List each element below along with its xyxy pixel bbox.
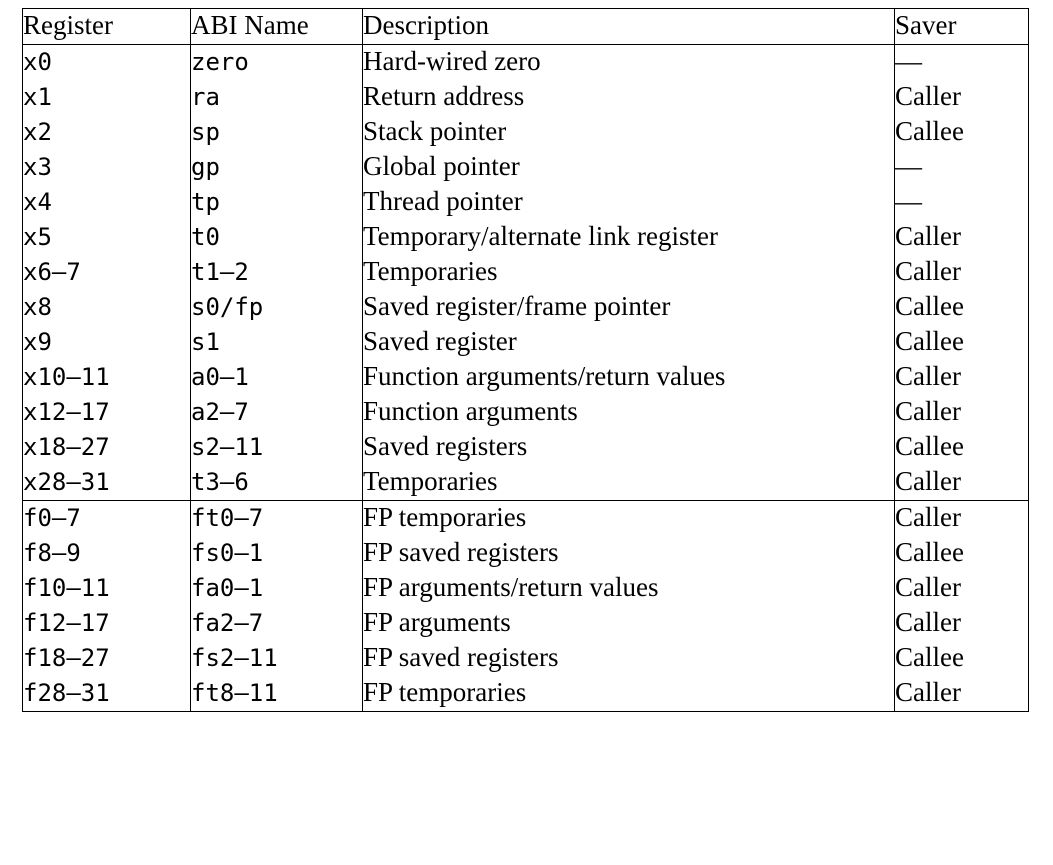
cell-saver: Caller	[895, 606, 1029, 641]
table-row	[23, 641, 1029, 676]
cell-abi-name: t1–2	[191, 255, 363, 290]
cell-saver: Callee	[895, 536, 1029, 571]
table-header-row	[23, 9, 1029, 45]
cell-saver: Callee	[895, 430, 1029, 465]
table-row	[23, 185, 1029, 220]
cell-description: FP saved registers	[363, 641, 895, 676]
cell-abi-name: fs0–1	[191, 536, 363, 571]
cell-description: Thread pointer	[363, 185, 895, 220]
cell-abi-name: ft8–11	[191, 676, 363, 712]
cell-register: x18–27	[23, 430, 191, 465]
table-row	[23, 360, 1029, 395]
cell-description: Function arguments/return values	[363, 360, 895, 395]
table-body	[23, 45, 1029, 712]
column-header-register: Register	[23, 9, 191, 45]
cell-saver: Caller	[895, 360, 1029, 395]
table-row	[23, 45, 1029, 81]
cell-register: x2	[23, 115, 191, 150]
cell-register: x6–7	[23, 255, 191, 290]
cell-saver: Callee	[895, 325, 1029, 360]
cell-abi-name: s2–11	[191, 430, 363, 465]
cell-saver: Caller	[895, 571, 1029, 606]
table-row	[23, 571, 1029, 606]
table-row	[23, 220, 1029, 255]
table-row	[23, 150, 1029, 185]
cell-description: Global pointer	[363, 150, 895, 185]
cell-description: FP arguments	[363, 606, 895, 641]
cell-register: x3	[23, 150, 191, 185]
cell-register: f10–11	[23, 571, 191, 606]
table-row	[23, 115, 1029, 150]
cell-abi-name: sp	[191, 115, 363, 150]
table-row	[23, 501, 1029, 537]
cell-abi-name: t0	[191, 220, 363, 255]
cell-saver: Caller	[895, 255, 1029, 290]
table-row	[23, 606, 1029, 641]
cell-abi-name: fs2–11	[191, 641, 363, 676]
cell-register: x12–17	[23, 395, 191, 430]
cell-abi-name: s1	[191, 325, 363, 360]
cell-description: FP temporaries	[363, 676, 895, 712]
cell-description: FP arguments/return values	[363, 571, 895, 606]
cell-description: Return address	[363, 80, 895, 115]
cell-description: Saved register	[363, 325, 895, 360]
cell-saver: Caller	[895, 676, 1029, 712]
table-row	[23, 395, 1029, 430]
cell-abi-name: ft0–7	[191, 501, 363, 537]
cell-saver: Caller	[895, 501, 1029, 537]
cell-register: f18–27	[23, 641, 191, 676]
cell-saver: —	[895, 45, 1029, 81]
cell-abi-name: t3–6	[191, 465, 363, 501]
cell-saver: Caller	[895, 220, 1029, 255]
table-row	[23, 430, 1029, 465]
cell-register: f8–9	[23, 536, 191, 571]
cell-abi-name: a0–1	[191, 360, 363, 395]
cell-description: FP saved registers	[363, 536, 895, 571]
cell-register: f28–31	[23, 676, 191, 712]
cell-abi-name: zero	[191, 45, 363, 81]
cell-description: Saved register/frame pointer	[363, 290, 895, 325]
table-row	[23, 80, 1029, 115]
cell-description: Temporaries	[363, 255, 895, 290]
cell-description: Saved registers	[363, 430, 895, 465]
cell-description: Temporaries	[363, 465, 895, 501]
cell-saver: —	[895, 185, 1029, 220]
cell-register: x0	[23, 45, 191, 81]
cell-description: Hard-wired zero	[363, 45, 895, 81]
table-row	[23, 536, 1029, 571]
cell-register: x4	[23, 185, 191, 220]
cell-abi-name: s0/fp	[191, 290, 363, 325]
cell-description: Function arguments	[363, 395, 895, 430]
cell-abi-name: ra	[191, 80, 363, 115]
table-row	[23, 676, 1029, 712]
cell-description: FP temporaries	[363, 501, 895, 537]
cell-description: Stack pointer	[363, 115, 895, 150]
cell-register: x8	[23, 290, 191, 325]
cell-abi-name: fa2–7	[191, 606, 363, 641]
cell-saver: Callee	[895, 290, 1029, 325]
cell-register: x9	[23, 325, 191, 360]
cell-saver: Callee	[895, 641, 1029, 676]
cell-abi-name: gp	[191, 150, 363, 185]
cell-abi-name: tp	[191, 185, 363, 220]
cell-saver: Caller	[895, 465, 1029, 501]
cell-saver: —	[895, 150, 1029, 185]
table-row	[23, 465, 1029, 501]
cell-register: x10–11	[23, 360, 191, 395]
cell-register: f12–17	[23, 606, 191, 641]
cell-register: x1	[23, 80, 191, 115]
cell-saver: Caller	[895, 80, 1029, 115]
cell-description: Temporary/alternate link register	[363, 220, 895, 255]
column-header-abi-name: ABI Name	[191, 9, 363, 45]
cell-register: f0–7	[23, 501, 191, 537]
cell-register: x28–31	[23, 465, 191, 501]
cell-saver: Caller	[895, 395, 1029, 430]
column-header-saver: Saver	[895, 9, 1029, 45]
cell-register: x5	[23, 220, 191, 255]
cell-abi-name: a2–7	[191, 395, 363, 430]
table-row	[23, 290, 1029, 325]
table-row	[23, 325, 1029, 360]
column-header-description: Description	[363, 9, 895, 45]
cell-abi-name: fa0–1	[191, 571, 363, 606]
cell-saver: Callee	[895, 115, 1029, 150]
table-row	[23, 255, 1029, 290]
register-abi-table	[22, 8, 1029, 712]
